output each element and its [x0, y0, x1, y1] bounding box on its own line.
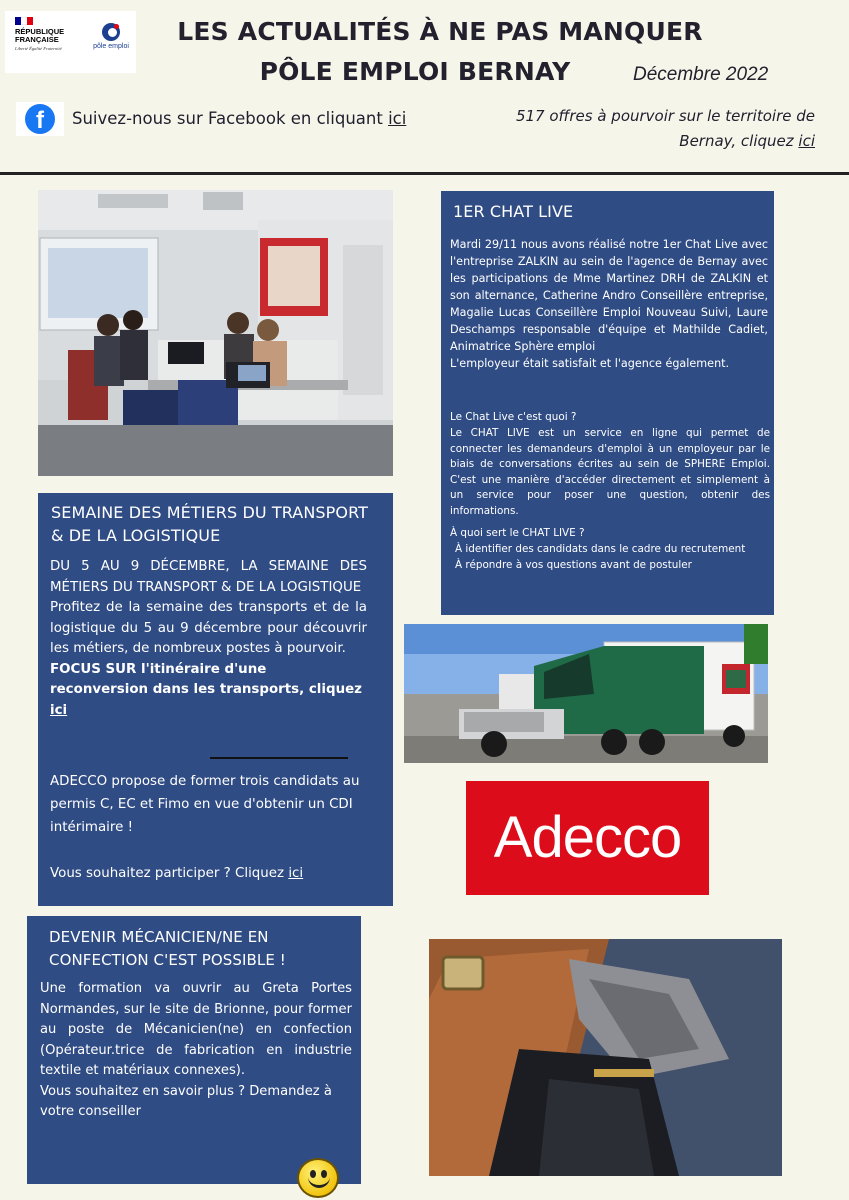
participate-text: Vous souhaitez participer ? Cliquez ici [50, 866, 304, 881]
facebook-link[interactable]: ici [388, 109, 407, 128]
chat-live-box [441, 191, 774, 615]
pole-emploi-name: pôle emploi [93, 43, 129, 50]
chat-live-bullet-1: À identifier des candidats dans le cadre du recrutement [455, 543, 746, 555]
mecanicien-box [27, 916, 361, 1184]
rf-name-line2: FRANÇAISE [15, 35, 59, 44]
facebook-icon[interactable]: f [16, 102, 64, 136]
french-flag-icon [15, 17, 33, 25]
rf-name-line1: RÉPUBLIQUE [15, 27, 65, 36]
truck-photo [404, 624, 768, 763]
mecanicien-description: Une formation va ouvrir au Greta Portes Normandes, sur le site de Brionne, pour former au poste de Mécanicien(ne) en confection (Opérateur.trice de fabrication en industrie textile et matériaux connexes). [40, 981, 352, 1078]
job-offers-link[interactable]: ici [798, 132, 815, 150]
chat-live-heading: 1ER CHAT LIVE [453, 202, 574, 221]
mecanicien-body [40, 979, 352, 1123]
job-offers-text: 517 offres à pourvoir sur le territoire de Bernay, cliquez ici [515, 107, 815, 150]
title-line-2: PÔLE EMPLOI BERNAY [259, 57, 571, 86]
participate-link[interactable]: ici [288, 866, 304, 881]
issue-date: Décembre 2022 [633, 64, 769, 85]
adecco-logo: Adecco [466, 781, 709, 895]
chat-live-intro: Mardi 29/11 nous avons réalisé notre 1er Chat Live avec l'entreprise ZALKIN au sein de l'agence de Bernay avec les participations de Mme Martinez DRH de ZALKIN et son alternance, Catherine Andro Conseillère entreprise, Magalie Lucas Conseillère Emploi Nouveau Suivi, Laure Deschamps responsable d'équipe et Mathilde Cadiet, Animatrice Sphère emploi L'employeur était satisfait et l'agence également. [450, 238, 768, 370]
rf-motto: Liberté Égalité Fraternité [15, 46, 62, 51]
chat-live-conclusion: L'employeur était satisfait et l'agence également. [450, 357, 730, 370]
transport-dates: DU 5 AU 9 DÉCEMBRE, LA SEMAINE DES MÉTIERS DU TRANSPORT & DE LA LOGISTIQUE [50, 559, 367, 595]
chat-live-answer-1: Le CHAT LIVE est un service en ligne qui permet de connecter les demandeurs d'emploi à un employeur par le biais de conversations écrites au sein de SPHERE Emploi. C'est une manière d'accéder directement et simplement à un service pour poser une question, obtenir des informations. [450, 427, 770, 517]
mecanicien-more: Vous souhaitez en savoir plus ? Demandez à votre conseiller [40, 1083, 332, 1119]
pole-emploi-mark-icon [102, 23, 120, 41]
adecco-training-text: ADECCO propose de former trois candidats au permis C, EC et Fimo en vue d'obtenir un CDI intérimaire ! [50, 774, 360, 835]
transport-description: Profitez de la semaine des transports et de la logistique du 5 au 9 décembre pour découvrir les métiers, de nombreux postes à pourvoir. [50, 600, 367, 656]
transport-week-box [38, 493, 393, 906]
transport-heading: SEMAINE DES MÉTIERS DU TRANSPORT & DE LA LOGISTIQUE [51, 503, 369, 545]
chat-live-bullet-2: À répondre à vos questions avant de postuler [455, 559, 692, 571]
office-chat-live-photo [38, 190, 393, 476]
briefcase-tie-photo [429, 939, 782, 1176]
title-line-1: LES ACTUALITÉS À NE PAS MANQUER [177, 17, 703, 46]
facebook-follow-text: Suivez-nous sur Facebook en cliquant ici [72, 109, 407, 128]
transport-body [50, 557, 367, 721]
mecanicien-heading: DEVENIR MÉCANICIEN/NE EN CONFECTION C'EST POSSIBLE ! [49, 928, 286, 969]
republique-francaise-logo [15, 17, 67, 51]
pole-emploi-logo [89, 23, 133, 50]
transport-adecco-section [50, 770, 380, 885]
transport-focus-link[interactable]: ici [50, 702, 68, 718]
transport-divider [210, 757, 348, 759]
transport-focus: FOCUS SUR l'itinéraire d'une reconversion dans les transports, cliquez ici [50, 661, 362, 718]
smiley-icon [297, 1158, 339, 1198]
chat-live-question-2: À quoi sert le CHAT LIVE ? [450, 527, 585, 539]
chat-live-question-1: Le Chat Live c'est quoi ? [450, 411, 577, 423]
header-divider [0, 172, 849, 175]
